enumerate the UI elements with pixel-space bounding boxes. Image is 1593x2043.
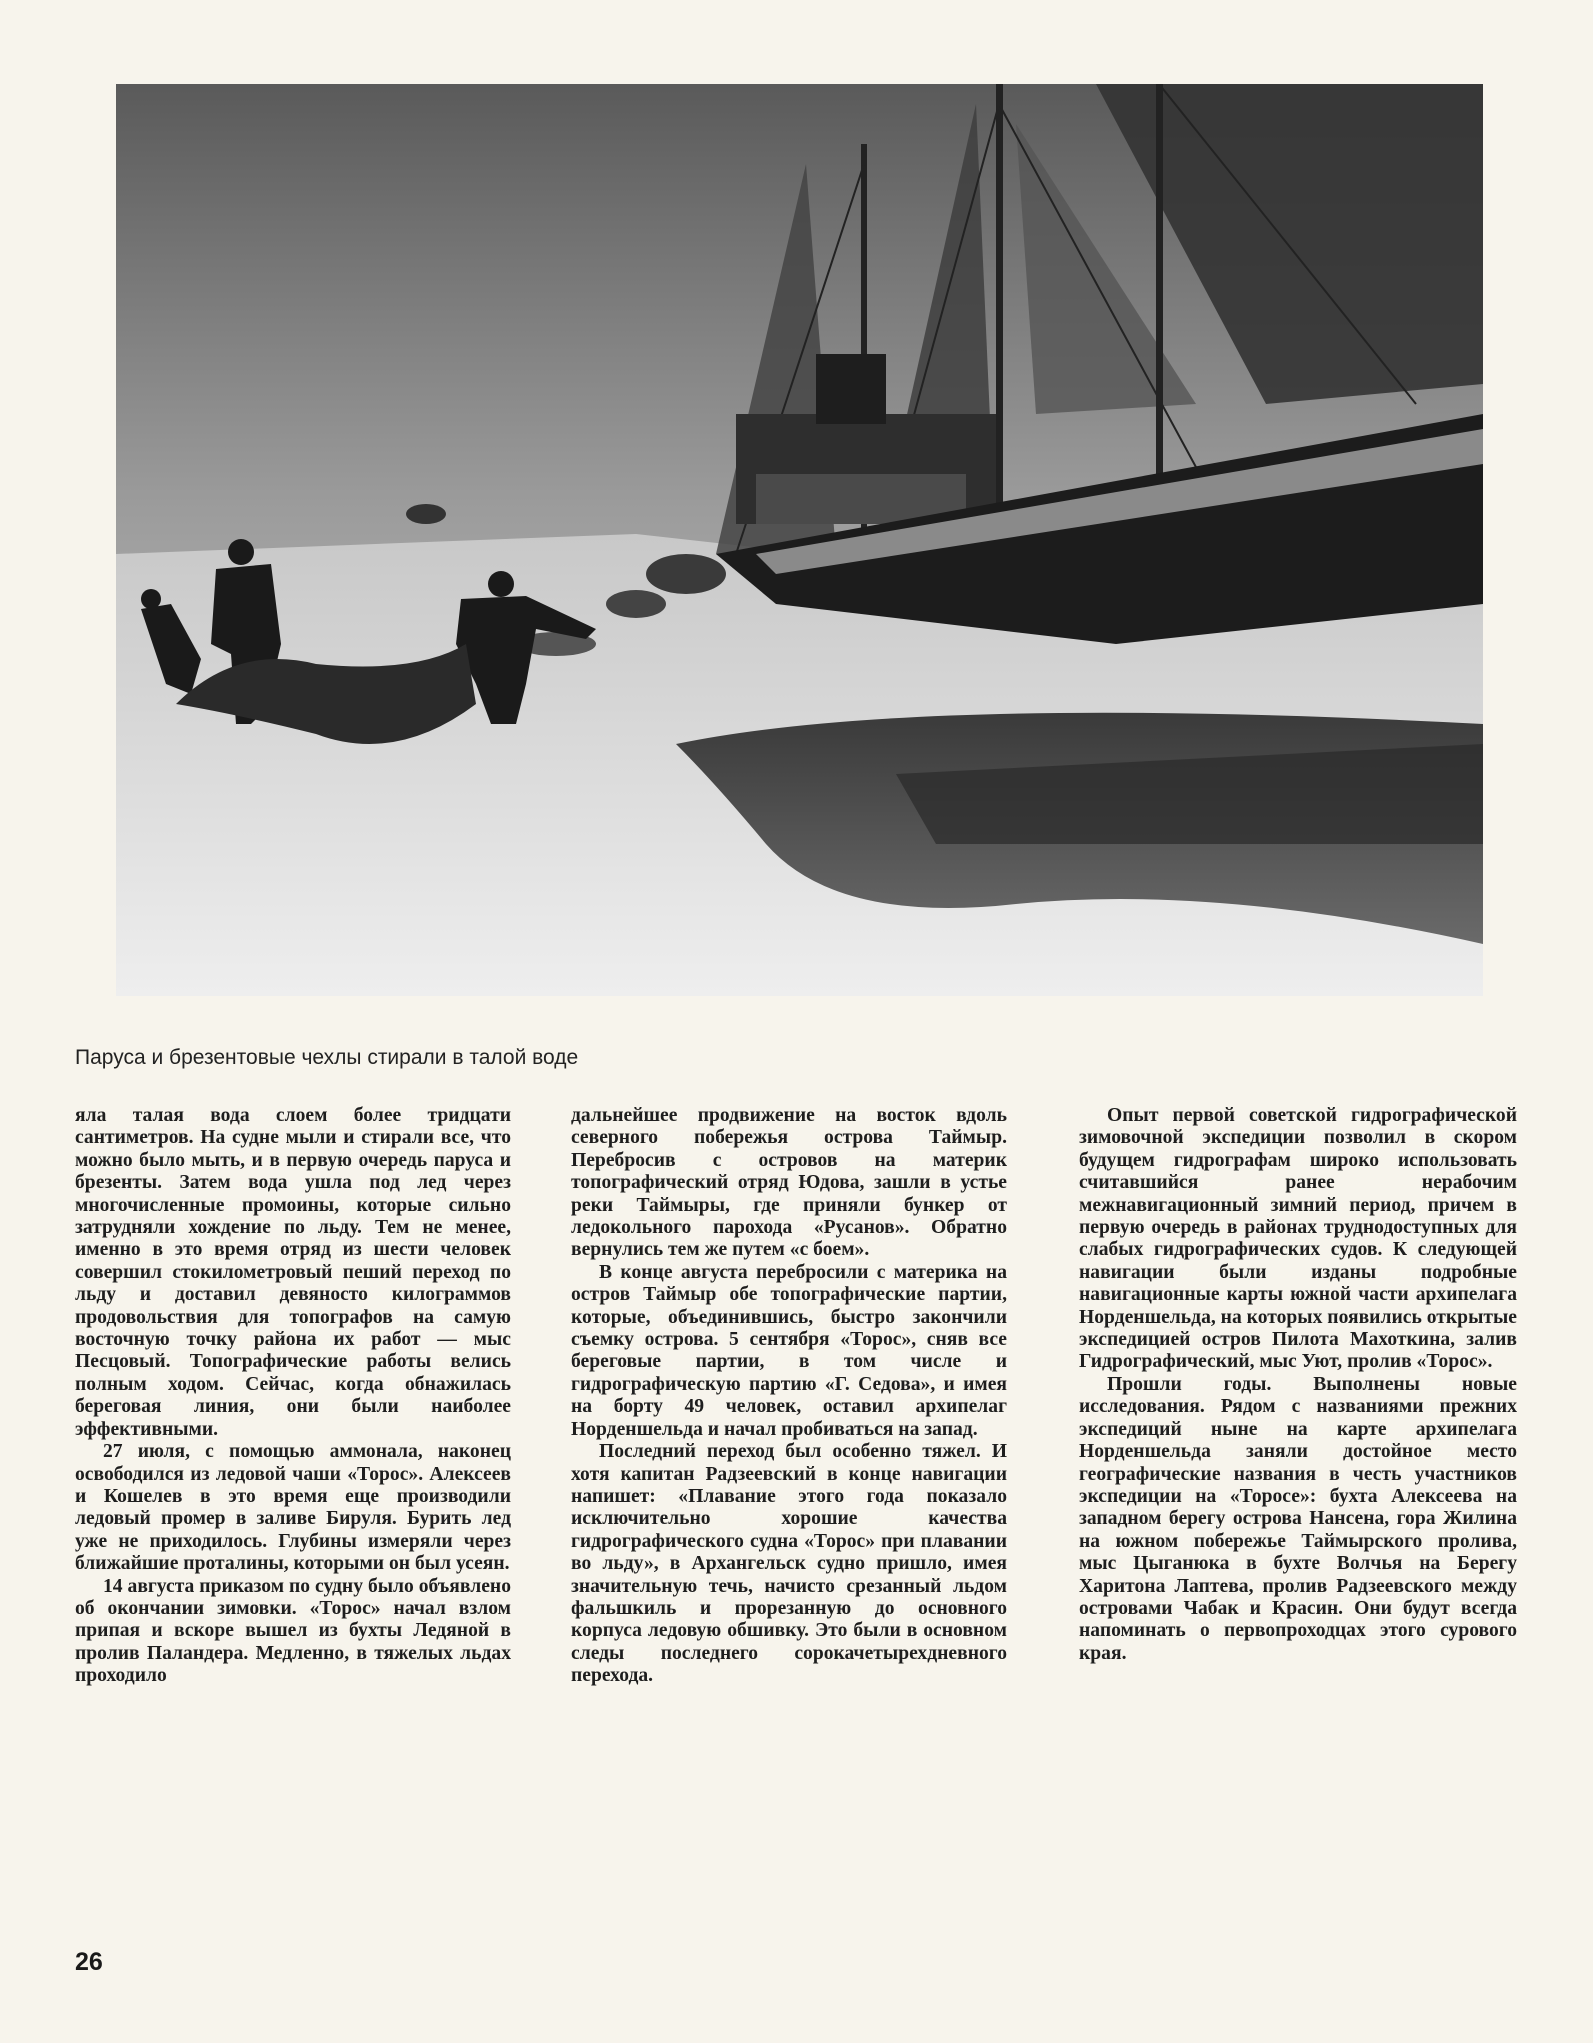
paragraph: Последний переход был особенно тяжел. И хотя капитан Радзеевский в конце навигации напишет: «Плавание этого года показало исключительно хорошие качества гидрографического судна «Торос» при плавании во льду», в Архангельск судно пришло, имея значительную течь, начисто срезанный льдом фальшкиль и прорезанную до основного корпуса ледовую обшивку. Это были в основном следы последнего сорокачетырехдневного перехода.	[571, 1441, 1007, 1687]
paragraph: яла талая вода слоем более тридцати сантиметров. На судне мыли и стирали все, что можно было мыть, и в первую очередь паруса и брезенты. Затем вода ушла под лед через многочисленные промоины, которые сильно затрудняли хождение по льду. Тем не менее, именно в это время отряд из шести человек совершил стокилометровый пеший переход по льду и доставил девяносто килограммов продовольствия для топографов на самую восточную точку района их работ — мыс Песцовый. Топографические работы велись полным ходом. Сейчас, когда обнажилась береговая линия, они были наиболее эффективными.	[75, 1105, 511, 1440]
photo-illustration	[116, 84, 1483, 996]
article-column-3	[1079, 1105, 1517, 1665]
paragraph: Прошли годы. Выполнены новые исследования. Рядом с названиями прежних экспедиций ныне на карте архипелага Норденшельда заняли достойное место географические названия в честь участников экспедиции на «Торосе»: бухта Алексеева на западном берегу острова Нансена, гора Жилина на южном побережье Таймырского пролива, мыс Цыганюка в бухте Волчья на Берегу Харитона Лаптева, пролив Радзеевского между островами Чабак и Красин. Они будут всегда напоминать о первопроходцах этого сурового края.	[1079, 1373, 1517, 1664]
paragraph: Опыт первой советской гидрографической зимовочной экспедиции позволил в скором будущем гидрографам широко использовать считавшийся ранее нерабочим межнавигационный зимний период, причем в первую очередь в районах труднодоступных для слабых гидрографических судов. К следующей навигации были изданы подробные навигационные карты южной части архипелага Норденшельда, на которых появились открытые экспедицией остров Пилота Махоткина, залив Гидрографический, мыс Уют, пролив «Торос».	[1079, 1105, 1517, 1373]
paragraph: дальнейшее продвижение на восток вдоль северного побережья острова Таймыр. Перебросив с островов на материк топографический отряд Юдова, зашли в устье реки Таймыры, где приняли бункер от ледокольного парохода «Русанов». Обратно вернулись тем же путем «с боем».	[571, 1105, 1007, 1261]
article-column-2	[571, 1105, 1007, 1688]
paragraph: 27 июля, с помощью аммонала, наконец освободился из ледовой чаши «Торос». Алексеев и Кошелев в это время еще производили ледовый промер в заливе Бируля. Бурить лед уже не приходилось. Глубины измеряли через ближайшие проталины, которыми он был усеян.	[75, 1441, 511, 1575]
page-number: 26	[75, 1948, 103, 1976]
photo-ship-in-ice	[116, 84, 1483, 996]
article-column-1	[75, 1105, 511, 1688]
photo-caption: Паруса и брезентовые чехлы стирали в талой воде	[75, 1046, 579, 1069]
paragraph: 14 августа приказом по судну было объявлено об окончании зимовки. «Торос» начал взлом припая и вскоре вышел из бухты Ледяной в пролив Паландера. Медленно, в тяжелых льдах проходило	[75, 1575, 511, 1687]
paragraph: В конце августа перебросили с материка на остров Таймыр обе топографические партии, которые, объединившись, быстро закончили съемку острова. 5 сентября «Торос», сняв все береговые партии, в том числе и гидрографическую партию «Г. Седова», и имея на борту 49 человек, оставил архипелаг Норденшельда и начал пробиваться на запад.	[571, 1261, 1007, 1440]
